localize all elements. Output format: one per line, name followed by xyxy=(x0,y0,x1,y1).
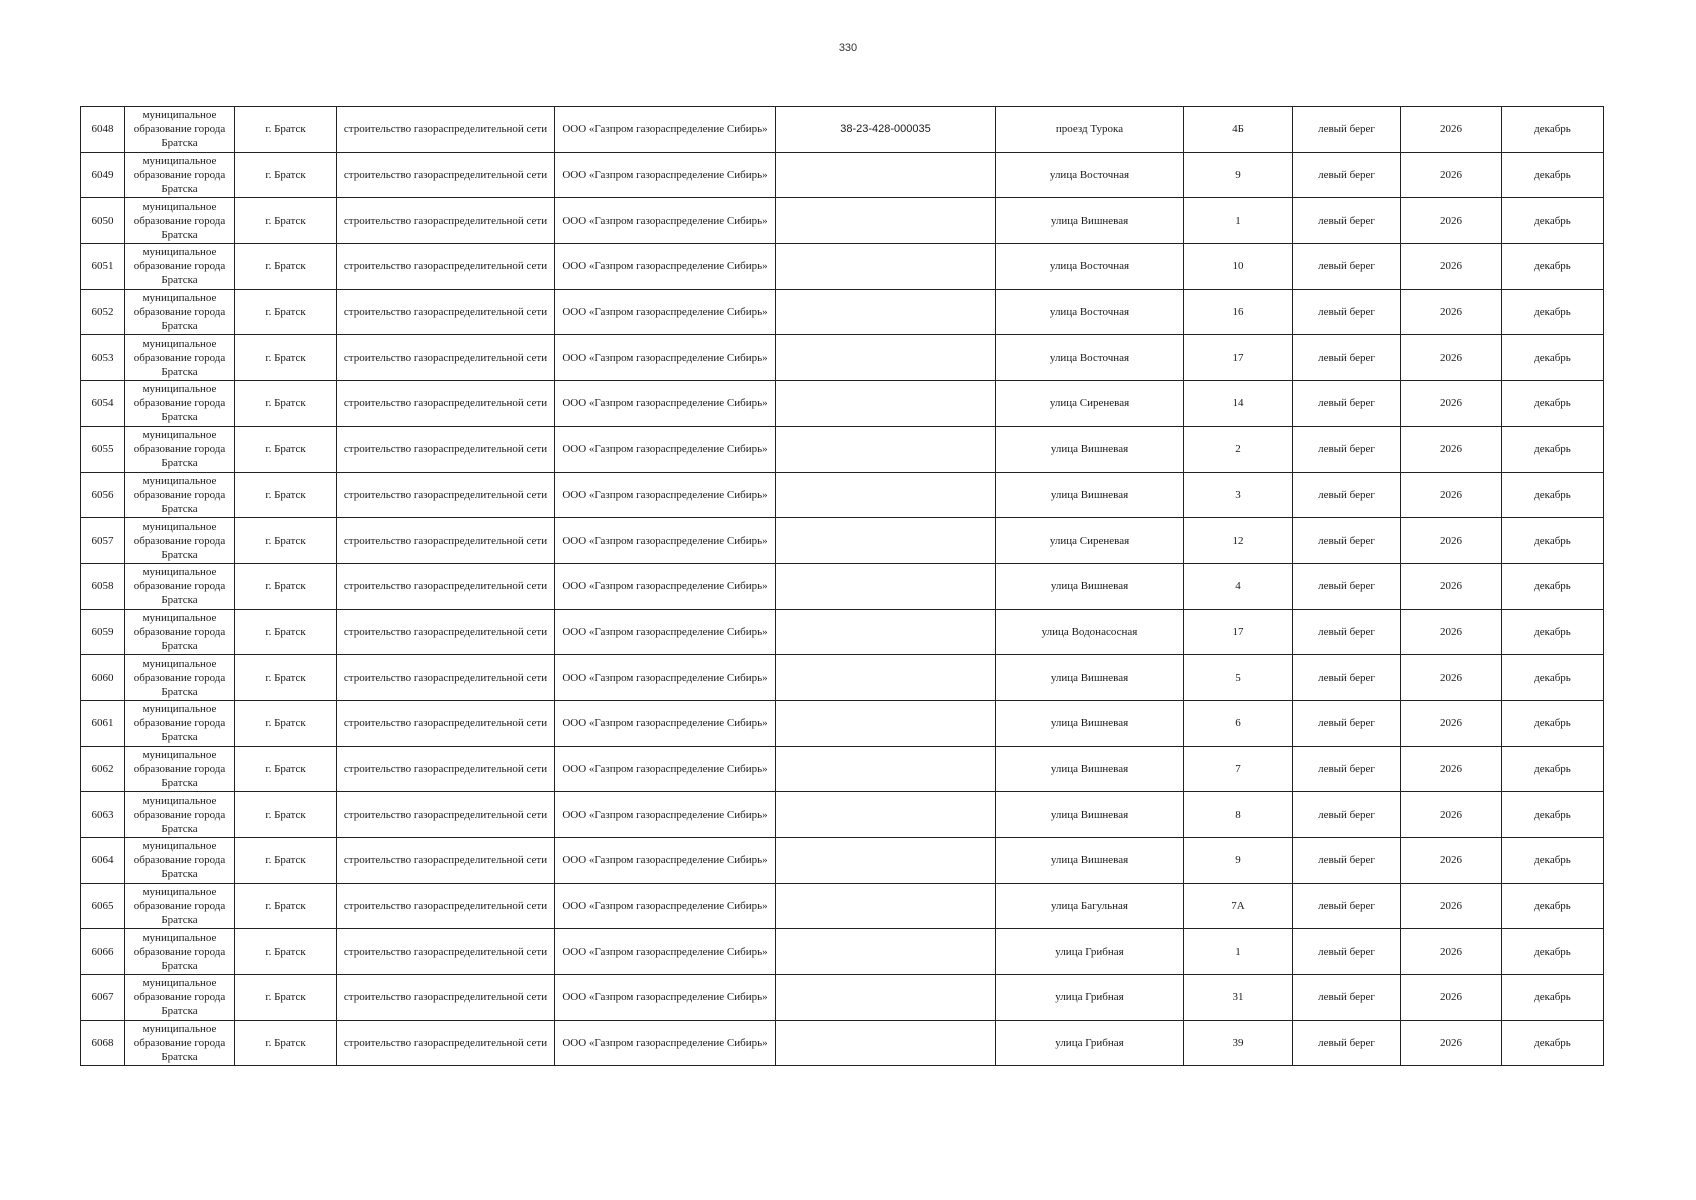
work-type-cell: строительство газораспределительной сети xyxy=(337,289,555,335)
city-cell: г. Братск xyxy=(235,929,337,975)
area-cell: левый берег xyxy=(1293,472,1401,518)
area-cell: левый берег xyxy=(1293,244,1401,290)
street-cell: улица Восточная xyxy=(996,335,1184,381)
row-number: 6052 xyxy=(81,289,125,335)
municipality-cell: муниципальное образование города Братска xyxy=(125,655,235,701)
month-cell: декабрь xyxy=(1502,198,1604,244)
house-number-cell: 4Б xyxy=(1184,107,1293,153)
area-cell: левый берег xyxy=(1293,426,1401,472)
organization-cell: ООО «Газпром газораспределение Сибирь» xyxy=(555,609,776,655)
municipality-cell: муниципальное образование города Братска xyxy=(125,335,235,381)
area-cell: левый берег xyxy=(1293,655,1401,701)
street-cell: улица Вишневая xyxy=(996,472,1184,518)
year-cell: 2026 xyxy=(1401,335,1502,381)
year-cell: 2026 xyxy=(1401,700,1502,746)
organization-cell: ООО «Газпром газораспределение Сибирь» xyxy=(555,244,776,290)
work-type-cell: строительство газораспределительной сети xyxy=(337,929,555,975)
cadastral-number-cell xyxy=(776,289,996,335)
table-row xyxy=(81,700,1604,746)
year-cell: 2026 xyxy=(1401,289,1502,335)
work-type-cell: строительство газораспределительной сети xyxy=(337,472,555,518)
house-number-cell: 9 xyxy=(1184,838,1293,884)
street-cell: улица Водонасосная xyxy=(996,609,1184,655)
house-number-cell: 5 xyxy=(1184,655,1293,701)
year-cell: 2026 xyxy=(1401,975,1502,1021)
city-cell: г. Братск xyxy=(235,152,337,198)
organization-cell: ООО «Газпром газораспределение Сибирь» xyxy=(555,929,776,975)
cadastral-number-cell xyxy=(776,335,996,381)
month-cell: декабрь xyxy=(1502,518,1604,564)
month-cell: декабрь xyxy=(1502,152,1604,198)
work-type-cell: строительство газораспределительной сети xyxy=(337,792,555,838)
area-cell: левый берег xyxy=(1293,792,1401,838)
area-cell: левый берег xyxy=(1293,198,1401,244)
row-number: 6056 xyxy=(81,472,125,518)
municipality-cell: муниципальное образование города Братска xyxy=(125,792,235,838)
street-cell: улица Вишневая xyxy=(996,655,1184,701)
row-number: 6059 xyxy=(81,609,125,655)
municipality-cell: муниципальное образование города Братска xyxy=(125,883,235,929)
year-cell: 2026 xyxy=(1401,746,1502,792)
area-cell: левый берег xyxy=(1293,883,1401,929)
organization-cell: ООО «Газпром газораспределение Сибирь» xyxy=(555,792,776,838)
city-cell: г. Братск xyxy=(235,472,337,518)
month-cell: декабрь xyxy=(1502,289,1604,335)
cadastral-number-cell xyxy=(776,609,996,655)
work-type-cell: строительство газораспределительной сети xyxy=(337,518,555,564)
street-cell: улица Восточная xyxy=(996,152,1184,198)
street-cell: улица Сиреневая xyxy=(996,381,1184,427)
work-type-cell: строительство газораспределительной сети xyxy=(337,1020,555,1066)
cadastral-number-cell xyxy=(776,244,996,290)
organization-cell: ООО «Газпром газораспределение Сибирь» xyxy=(555,426,776,472)
year-cell: 2026 xyxy=(1401,792,1502,838)
month-cell: декабрь xyxy=(1502,655,1604,701)
row-number: 6062 xyxy=(81,746,125,792)
area-cell: левый берег xyxy=(1293,609,1401,655)
cadastral-number-cell xyxy=(776,563,996,609)
table-row xyxy=(81,244,1604,290)
work-type-cell: строительство газораспределительной сети xyxy=(337,107,555,153)
table-row xyxy=(81,746,1604,792)
month-cell: декабрь xyxy=(1502,609,1604,655)
year-cell: 2026 xyxy=(1401,381,1502,427)
street-cell: улица Багульная xyxy=(996,883,1184,929)
house-number-cell: 2 xyxy=(1184,426,1293,472)
organization-cell: ООО «Газпром газораспределение Сибирь» xyxy=(555,746,776,792)
organization-cell: ООО «Газпром газораспределение Сибирь» xyxy=(555,289,776,335)
area-cell: левый берег xyxy=(1293,289,1401,335)
cadastral-number-cell xyxy=(776,426,996,472)
municipality-cell: муниципальное образование города Братска xyxy=(125,1020,235,1066)
gas-network-registry-table xyxy=(80,106,1604,1066)
area-cell: левый берег xyxy=(1293,335,1401,381)
area-cell: левый берег xyxy=(1293,107,1401,153)
month-cell: декабрь xyxy=(1502,335,1604,381)
street-cell: улица Вишневая xyxy=(996,746,1184,792)
cadastral-number-cell xyxy=(776,152,996,198)
cadastral-number-cell xyxy=(776,838,996,884)
table-body xyxy=(81,107,1604,1066)
house-number-cell: 8 xyxy=(1184,792,1293,838)
city-cell: г. Братск xyxy=(235,1020,337,1066)
row-number: 6064 xyxy=(81,838,125,884)
row-number: 6057 xyxy=(81,518,125,564)
cadastral-number-cell xyxy=(776,518,996,564)
cadastral-number-cell xyxy=(776,198,996,244)
cadastral-number-cell: 38-23-428-000035 xyxy=(776,107,996,153)
municipality-cell: муниципальное образование города Братска xyxy=(125,289,235,335)
area-cell: левый берег xyxy=(1293,381,1401,427)
year-cell: 2026 xyxy=(1401,609,1502,655)
work-type-cell: строительство газораспределительной сети xyxy=(337,609,555,655)
table-row xyxy=(81,563,1604,609)
row-number: 6053 xyxy=(81,335,125,381)
municipality-cell: муниципальное образование города Братска xyxy=(125,426,235,472)
municipality-cell: муниципальное образование города Братска xyxy=(125,563,235,609)
organization-cell: ООО «Газпром газораспределение Сибирь» xyxy=(555,518,776,564)
table-row xyxy=(81,381,1604,427)
month-cell: декабрь xyxy=(1502,838,1604,884)
house-number-cell: 9 xyxy=(1184,152,1293,198)
house-number-cell: 1 xyxy=(1184,929,1293,975)
row-number: 6055 xyxy=(81,426,125,472)
year-cell: 2026 xyxy=(1401,563,1502,609)
cadastral-number-cell xyxy=(776,700,996,746)
house-number-cell: 1 xyxy=(1184,198,1293,244)
municipality-cell: муниципальное образование города Братска xyxy=(125,152,235,198)
month-cell: декабрь xyxy=(1502,563,1604,609)
month-cell: декабрь xyxy=(1502,746,1604,792)
street-cell: улица Восточная xyxy=(996,244,1184,290)
work-type-cell: строительство газораспределительной сети xyxy=(337,152,555,198)
city-cell: г. Братск xyxy=(235,381,337,427)
house-number-cell: 31 xyxy=(1184,975,1293,1021)
street-cell: улица Восточная xyxy=(996,289,1184,335)
city-cell: г. Братск xyxy=(235,426,337,472)
year-cell: 2026 xyxy=(1401,244,1502,290)
organization-cell: ООО «Газпром газораспределение Сибирь» xyxy=(555,472,776,518)
year-cell: 2026 xyxy=(1401,655,1502,701)
year-cell: 2026 xyxy=(1401,883,1502,929)
municipality-cell: муниципальное образование города Братска xyxy=(125,472,235,518)
month-cell: декабрь xyxy=(1502,426,1604,472)
street-cell: улица Вишневая xyxy=(996,792,1184,838)
year-cell: 2026 xyxy=(1401,1020,1502,1066)
table-row xyxy=(81,518,1604,564)
work-type-cell: строительство газораспределительной сети xyxy=(337,426,555,472)
year-cell: 2026 xyxy=(1401,929,1502,975)
municipality-cell: муниципальное образование города Братска xyxy=(125,838,235,884)
row-number: 6051 xyxy=(81,244,125,290)
organization-cell: ООО «Газпром газораспределение Сибирь» xyxy=(555,335,776,381)
house-number-cell: 39 xyxy=(1184,1020,1293,1066)
month-cell: декабрь xyxy=(1502,792,1604,838)
row-number: 6050 xyxy=(81,198,125,244)
area-cell: левый берег xyxy=(1293,746,1401,792)
table-row xyxy=(81,289,1604,335)
row-number: 6065 xyxy=(81,883,125,929)
row-number: 6058 xyxy=(81,563,125,609)
cadastral-number-cell xyxy=(776,975,996,1021)
year-cell: 2026 xyxy=(1401,426,1502,472)
work-type-cell: строительство газораспределительной сети xyxy=(337,198,555,244)
street-cell: улица Вишневая xyxy=(996,426,1184,472)
street-cell: улица Грибная xyxy=(996,929,1184,975)
table-row xyxy=(81,198,1604,244)
city-cell: г. Братск xyxy=(235,838,337,884)
organization-cell: ООО «Газпром газораспределение Сибирь» xyxy=(555,700,776,746)
year-cell: 2026 xyxy=(1401,472,1502,518)
area-cell: левый берег xyxy=(1293,700,1401,746)
table-row xyxy=(81,655,1604,701)
work-type-cell: строительство газораспределительной сети xyxy=(337,838,555,884)
street-cell: улица Грибная xyxy=(996,1020,1184,1066)
municipality-cell: муниципальное образование города Братска xyxy=(125,244,235,290)
area-cell: левый берег xyxy=(1293,152,1401,198)
table-row xyxy=(81,838,1604,884)
month-cell: декабрь xyxy=(1502,1020,1604,1066)
street-cell: улица Сиреневая xyxy=(996,518,1184,564)
table-row xyxy=(81,609,1604,655)
work-type-cell: строительство газораспределительной сети xyxy=(337,244,555,290)
house-number-cell: 7А xyxy=(1184,883,1293,929)
month-cell: декабрь xyxy=(1502,244,1604,290)
table-row xyxy=(81,107,1604,153)
area-cell: левый берег xyxy=(1293,518,1401,564)
city-cell: г. Братск xyxy=(235,700,337,746)
organization-cell: ООО «Газпром газораспределение Сибирь» xyxy=(555,883,776,929)
table-row xyxy=(81,426,1604,472)
work-type-cell: строительство газораспределительной сети xyxy=(337,655,555,701)
organization-cell: ООО «Газпром газораспределение Сибирь» xyxy=(555,381,776,427)
work-type-cell: строительство газораспределительной сети xyxy=(337,700,555,746)
municipality-cell: муниципальное образование города Братска xyxy=(125,700,235,746)
table-row xyxy=(81,792,1604,838)
house-number-cell: 12 xyxy=(1184,518,1293,564)
municipality-cell: муниципальное образование города Братска xyxy=(125,975,235,1021)
year-cell: 2026 xyxy=(1401,198,1502,244)
cadastral-number-cell xyxy=(776,746,996,792)
month-cell: декабрь xyxy=(1502,975,1604,1021)
year-cell: 2026 xyxy=(1401,518,1502,564)
house-number-cell: 6 xyxy=(1184,700,1293,746)
row-number: 6054 xyxy=(81,381,125,427)
city-cell: г. Братск xyxy=(235,518,337,564)
organization-cell: ООО «Газпром газораспределение Сибирь» xyxy=(555,975,776,1021)
municipality-cell: муниципальное образование города Братска xyxy=(125,929,235,975)
city-cell: г. Братск xyxy=(235,883,337,929)
month-cell: декабрь xyxy=(1502,107,1604,153)
street-cell: улица Грибная xyxy=(996,975,1184,1021)
row-number: 6066 xyxy=(81,929,125,975)
organization-cell: ООО «Газпром газораспределение Сибирь» xyxy=(555,152,776,198)
month-cell: декабрь xyxy=(1502,472,1604,518)
cadastral-number-cell xyxy=(776,929,996,975)
row-number: 6061 xyxy=(81,700,125,746)
city-cell: г. Братск xyxy=(235,107,337,153)
work-type-cell: строительство газораспределительной сети xyxy=(337,563,555,609)
work-type-cell: строительство газораспределительной сети xyxy=(337,975,555,1021)
area-cell: левый берег xyxy=(1293,1020,1401,1066)
city-cell: г. Братск xyxy=(235,198,337,244)
month-cell: декабрь xyxy=(1502,883,1604,929)
row-number: 6060 xyxy=(81,655,125,701)
table-row xyxy=(81,1020,1604,1066)
municipality-cell: муниципальное образование города Братска xyxy=(125,746,235,792)
organization-cell: ООО «Газпром газораспределение Сибирь» xyxy=(555,563,776,609)
house-number-cell: 10 xyxy=(1184,244,1293,290)
house-number-cell: 14 xyxy=(1184,381,1293,427)
house-number-cell: 7 xyxy=(1184,746,1293,792)
work-type-cell: строительство газораспределительной сети xyxy=(337,381,555,427)
table-row xyxy=(81,335,1604,381)
city-cell: г. Братск xyxy=(235,335,337,381)
cadastral-number-cell xyxy=(776,655,996,701)
organization-cell: ООО «Газпром газораспределение Сибирь» xyxy=(555,1020,776,1066)
area-cell: левый берег xyxy=(1293,975,1401,1021)
table-row xyxy=(81,929,1604,975)
row-number: 6063 xyxy=(81,792,125,838)
municipality-cell: муниципальное образование города Братска xyxy=(125,609,235,655)
house-number-cell: 16 xyxy=(1184,289,1293,335)
cadastral-number-cell xyxy=(776,792,996,838)
table-row xyxy=(81,472,1604,518)
city-cell: г. Братск xyxy=(235,244,337,290)
house-number-cell: 4 xyxy=(1184,563,1293,609)
organization-cell: ООО «Газпром газораспределение Сибирь» xyxy=(555,655,776,701)
street-cell: улица Вишневая xyxy=(996,700,1184,746)
organization-cell: ООО «Газпром газораспределение Сибирь» xyxy=(555,838,776,884)
house-number-cell: 17 xyxy=(1184,609,1293,655)
city-cell: г. Братск xyxy=(235,655,337,701)
municipality-cell: муниципальное образование города Братска xyxy=(125,381,235,427)
work-type-cell: строительство газораспределительной сети xyxy=(337,746,555,792)
cadastral-number-cell xyxy=(776,883,996,929)
cadastral-number-cell xyxy=(776,1020,996,1066)
cadastral-number-cell xyxy=(776,472,996,518)
cadastral-number-cell xyxy=(776,381,996,427)
street-cell: улица Вишневая xyxy=(996,838,1184,884)
month-cell: декабрь xyxy=(1502,929,1604,975)
municipality-cell: муниципальное образование города Братска xyxy=(125,107,235,153)
street-cell: улица Вишневая xyxy=(996,563,1184,609)
municipality-cell: муниципальное образование города Братска xyxy=(125,518,235,564)
city-cell: г. Братск xyxy=(235,975,337,1021)
table-row xyxy=(81,975,1604,1021)
city-cell: г. Братск xyxy=(235,563,337,609)
street-cell: улица Вишневая xyxy=(996,198,1184,244)
work-type-cell: строительство газораспределительной сети xyxy=(337,335,555,381)
area-cell: левый берег xyxy=(1293,838,1401,884)
city-cell: г. Братск xyxy=(235,609,337,655)
year-cell: 2026 xyxy=(1401,152,1502,198)
year-cell: 2026 xyxy=(1401,107,1502,153)
table-row xyxy=(81,152,1604,198)
table-row xyxy=(81,883,1604,929)
area-cell: левый берег xyxy=(1293,563,1401,609)
row-number: 6067 xyxy=(81,975,125,1021)
row-number: 6048 xyxy=(81,107,125,153)
street-cell: проезд Турока xyxy=(996,107,1184,153)
municipality-cell: муниципальное образование города Братска xyxy=(125,198,235,244)
house-number-cell: 17 xyxy=(1184,335,1293,381)
area-cell: левый берег xyxy=(1293,929,1401,975)
page-number: 330 xyxy=(838,42,858,54)
row-number: 6068 xyxy=(81,1020,125,1066)
city-cell: г. Братск xyxy=(235,746,337,792)
year-cell: 2026 xyxy=(1401,838,1502,884)
organization-cell: ООО «Газпром газораспределение Сибирь» xyxy=(555,198,776,244)
city-cell: г. Братск xyxy=(235,792,337,838)
month-cell: декабрь xyxy=(1502,700,1604,746)
organization-cell: ООО «Газпром газораспределение Сибирь» xyxy=(555,107,776,153)
city-cell: г. Братск xyxy=(235,289,337,335)
house-number-cell: 3 xyxy=(1184,472,1293,518)
row-number: 6049 xyxy=(81,152,125,198)
work-type-cell: строительство газораспределительной сети xyxy=(337,883,555,929)
month-cell: декабрь xyxy=(1502,381,1604,427)
